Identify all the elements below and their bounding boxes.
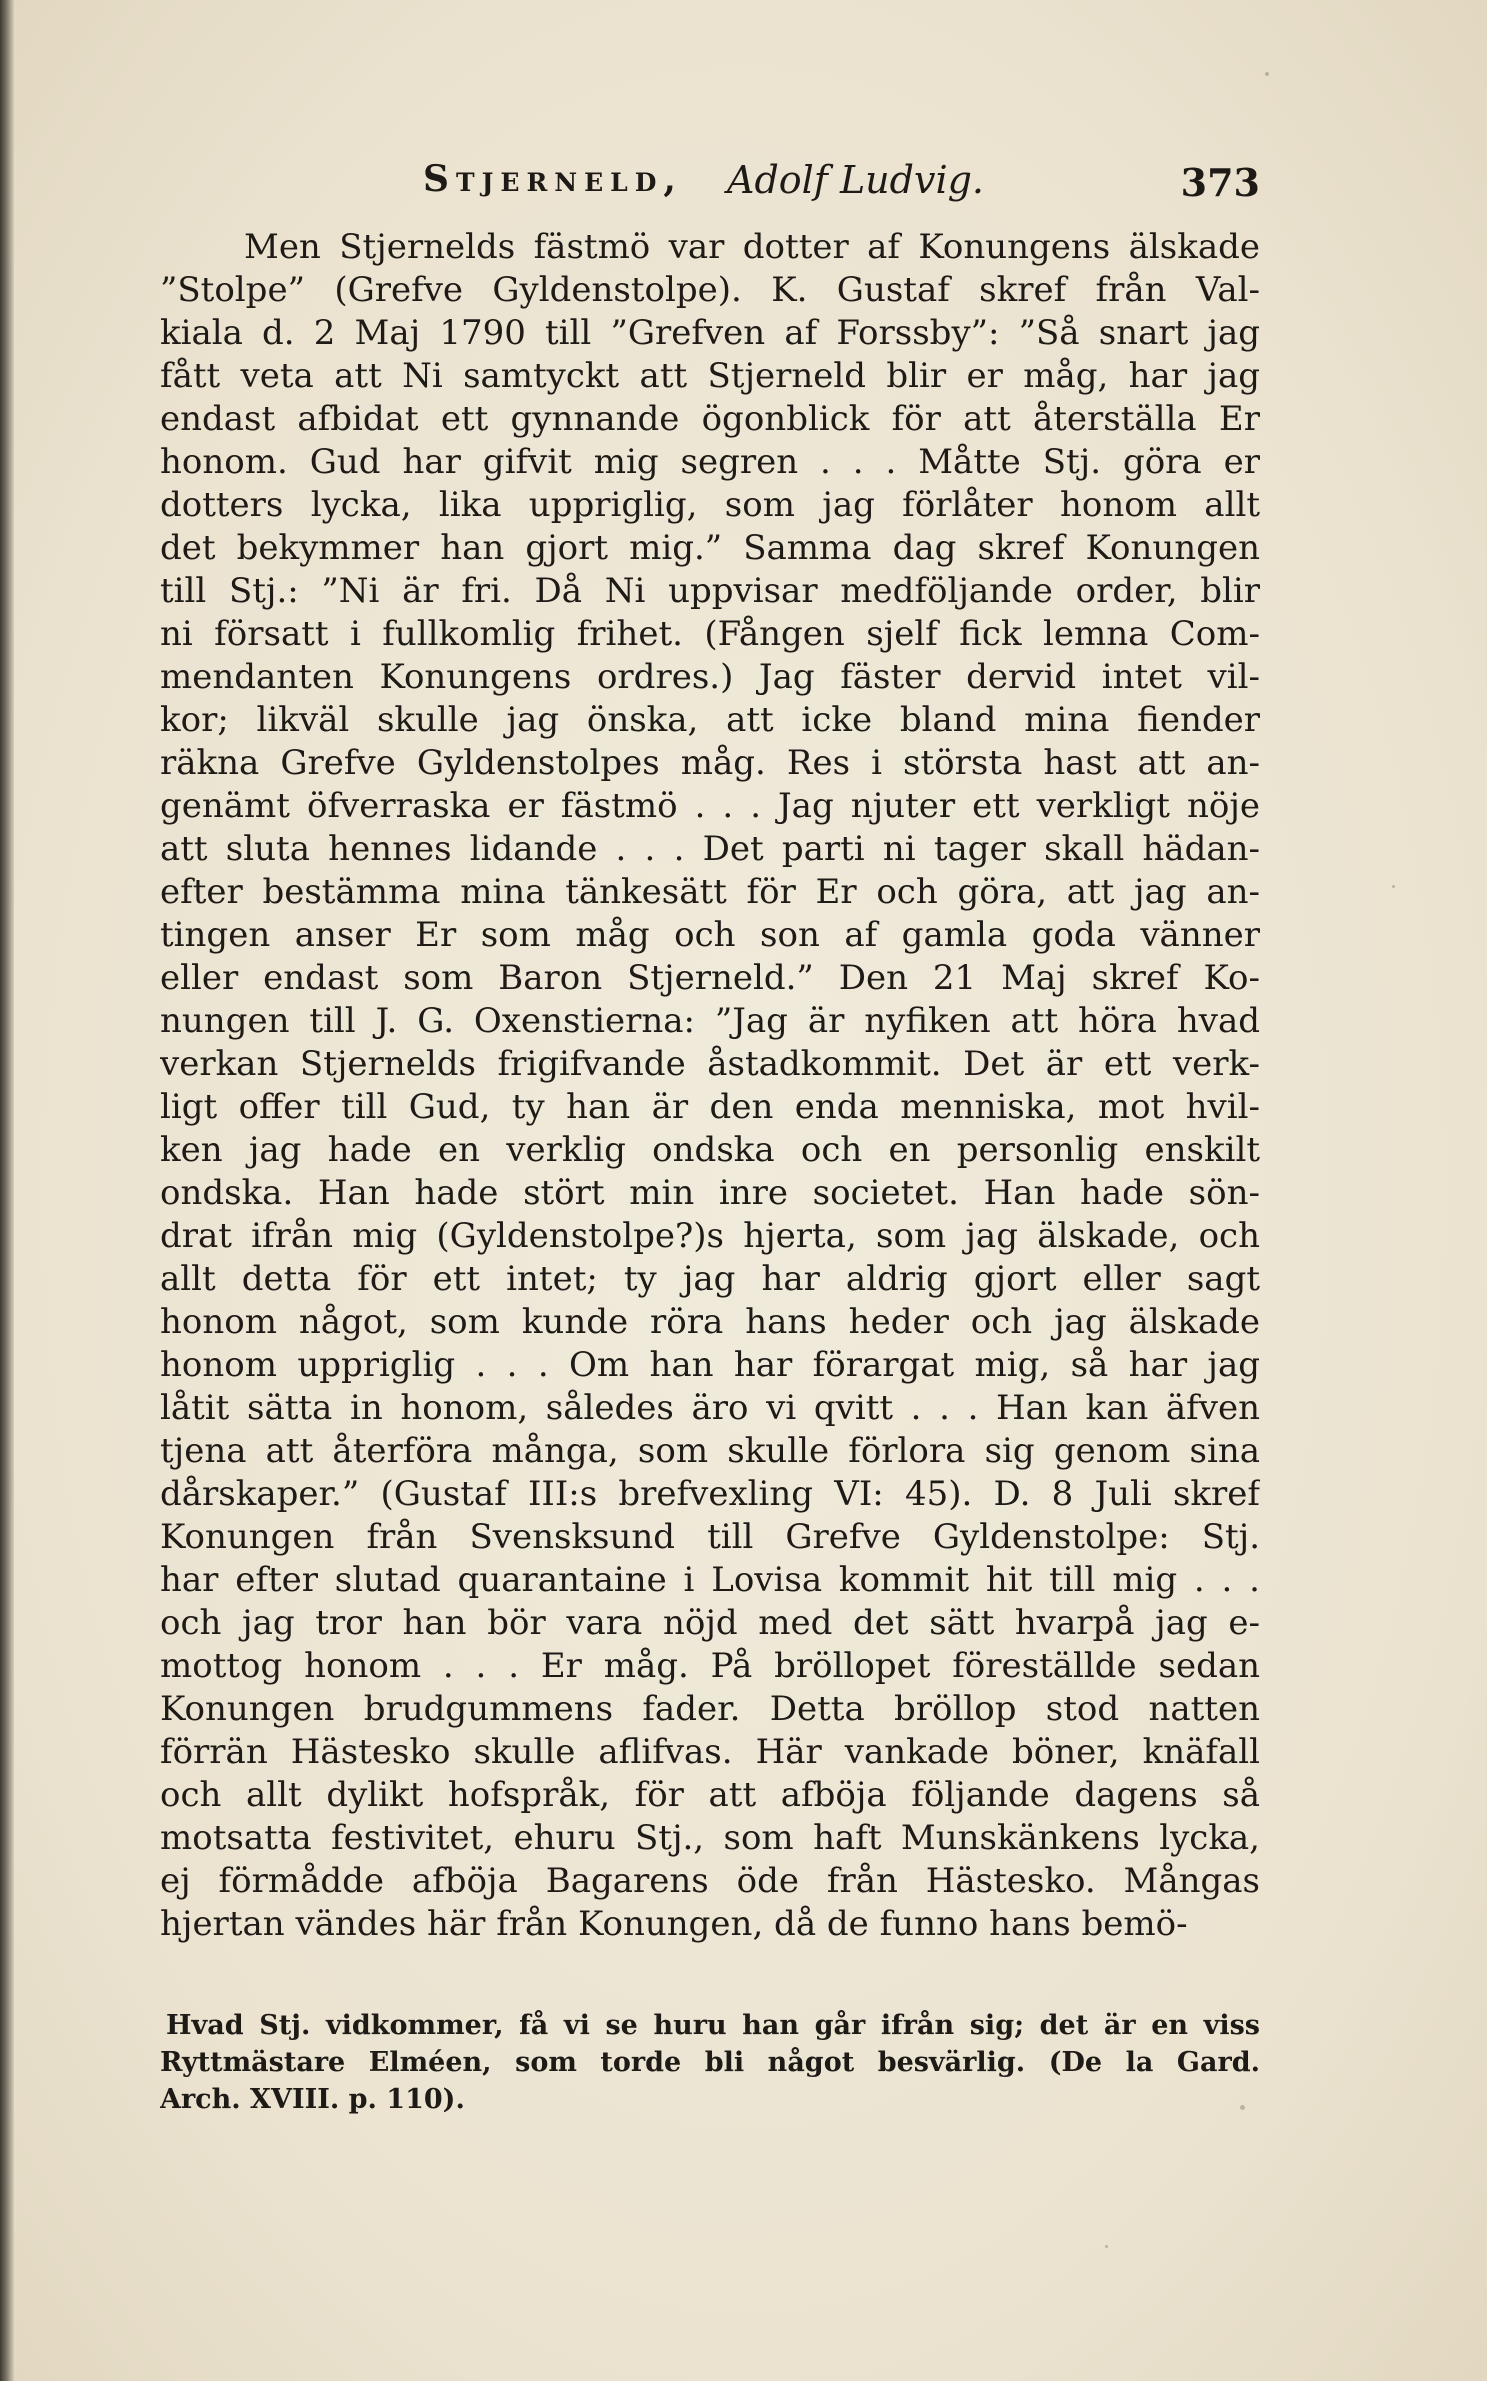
running-head-given-names: Adolf Ludvig. bbox=[727, 158, 985, 202]
text-line: endast afbidat ett gynnande ögonblick för att återställa Er bbox=[160, 399, 1260, 439]
text-line: det bekymmer han gjort mig.” Samma dag skref Konungen bbox=[160, 528, 1260, 568]
paper-speck bbox=[1392, 885, 1395, 888]
text-line: och allt dylikt hofspråk, för att afböja följande dagens så bbox=[160, 1775, 1260, 1815]
text-line: kiala d. 2 Maj 1790 till ”Grefven af Forssby”: ”Så snart jag bbox=[160, 313, 1260, 353]
text-line: honom. Gud har gifvit mig segren . . . Måtte Stj. göra er bbox=[160, 442, 1260, 482]
text-line: eller endast som Baron Stjerneld.” Den 21 Maj skref Ko- bbox=[160, 958, 1260, 998]
text-line: verkan Stjernelds frigifvande åstadkommit. Det är ett verk- bbox=[160, 1044, 1260, 1084]
main-text-block bbox=[160, 226, 1260, 1946]
text-line: tingen anser Er som måg och son af gamla goda vänner bbox=[160, 915, 1260, 955]
text-line: tjena att återföra många, som skulle förlora sig genom sina bbox=[160, 1431, 1260, 1471]
text-line: Men Stjernelds fästmö var dotter af Konungens älskade bbox=[244, 227, 1260, 267]
text-line: ligt offer till Gud, ty han är den enda menniska, mot hvil- bbox=[160, 1087, 1260, 1127]
footnote-line: Hvad Stj. vidkommer, få vi se huru han går ifrån sig; det är en viss bbox=[166, 2010, 1260, 2041]
text-line: hjertan vändes här från Konungen, då de funno hans bemö- bbox=[160, 1904, 1188, 1944]
text-line: att sluta hennes lidande . . . Det parti ni tager skall hädan- bbox=[160, 829, 1260, 869]
text-line: mottog honom . . . Er måg. På bröllopet föreställde sedan bbox=[160, 1646, 1260, 1686]
text-line: har efter slutad quarantaine i Lovisa kommit hit till mig . . . bbox=[160, 1560, 1260, 1600]
text-line: låtit sätta in honom, således äro vi qvitt . . . Han kan äfven bbox=[160, 1388, 1260, 1428]
text-line: genämt öfverraska er fästmö . . . Jag njuter ett verkligt nöje bbox=[160, 786, 1260, 826]
text-line: och jag tror han bör vara nöjd med det sätt hvarpå jag e- bbox=[160, 1603, 1260, 1643]
paper-speck bbox=[1265, 72, 1269, 76]
text-line: drat ifrån mig (Gyldenstolpe?)s hjerta, som jag älskade, och bbox=[160, 1216, 1260, 1256]
text-line: till Stj.: ”Ni är fri. Då Ni uppvisar medföljande order, blir bbox=[160, 571, 1260, 611]
text-line: honom något, som kunde röra hans heder och jag älskade bbox=[160, 1302, 1260, 1342]
text-line: allt detta för ett intet; ty jag har aldrig gjort eller sagt bbox=[160, 1259, 1260, 1299]
paper-speck bbox=[1105, 2245, 1108, 2248]
text-line: ni försatt i fullkomlig frihet. (Fången sjelf fick lemna Com- bbox=[160, 614, 1260, 654]
text-line: ”Stolpe” (Grefve Gyldenstolpe). K. Gustaf skref från Val- bbox=[160, 270, 1260, 310]
text-line: dotters lycka, lika uppriglig, som jag förlåter honom allt bbox=[160, 485, 1260, 525]
text-line: efter bestämma mina tänkesätt för Er och göra, att jag an- bbox=[160, 872, 1260, 912]
text-line: Konungen brudgummens fader. Detta bröllop stod natten bbox=[160, 1689, 1260, 1729]
page-number: 373 bbox=[1180, 160, 1260, 205]
text-line: förrän Hästesko skulle aflifvas. Här vankade böner, knäfall bbox=[160, 1732, 1260, 1772]
text-line: ken jag hade en verklig ondska och en personlig enskilt bbox=[160, 1130, 1260, 1170]
footnote-line: Ryttmästare Elméen, som torde bli något besvärlig. (De la Gard. bbox=[160, 2047, 1260, 2078]
text-line: nungen till J. G. Oxenstierna: ”Jag är nyfiken att höra hvad bbox=[160, 1001, 1260, 1041]
text-line: Konungen från Svensksund till Grefve Gyldenstolpe: Stj. bbox=[160, 1517, 1260, 1557]
footnote bbox=[160, 2007, 1260, 2118]
running-head bbox=[160, 158, 1260, 208]
footnote-line: Arch. XVIII. p. 110). bbox=[160, 2084, 465, 2115]
text-line: motsatta festivitet, ehuru Stj., som haft Munskänkens lycka, bbox=[160, 1818, 1260, 1858]
running-head-surname: Stjerneld, bbox=[423, 158, 683, 200]
text-line: dårskaper.” (Gustaf III:s brefvexling VI: 45). D. 8 Juli skref bbox=[160, 1474, 1260, 1514]
text-line: räkna Grefve Gyldenstolpes måg. Res i största hast att an- bbox=[160, 743, 1260, 783]
text-line: mendanten Konungens ordres.) Jag fäster dervid intet vil- bbox=[160, 657, 1260, 697]
text-line: fått veta att Ni samtyckt att Stjerneld blir er måg, har jag bbox=[160, 356, 1260, 396]
text-line: kor; likväl skulle jag önska, att icke bland mina fiender bbox=[160, 700, 1260, 740]
text-line: ondska. Han hade stört min inre societet. Han hade sön- bbox=[160, 1173, 1260, 1213]
text-line: honom uppriglig . . . Om han har förargat mig, så har jag bbox=[160, 1345, 1260, 1385]
text-line: ej förmådde afböja Bagarens öde från Hästesko. Mångas bbox=[160, 1861, 1260, 1901]
page-binding-edge bbox=[0, 0, 14, 2381]
paper-speck bbox=[1240, 2105, 1245, 2110]
